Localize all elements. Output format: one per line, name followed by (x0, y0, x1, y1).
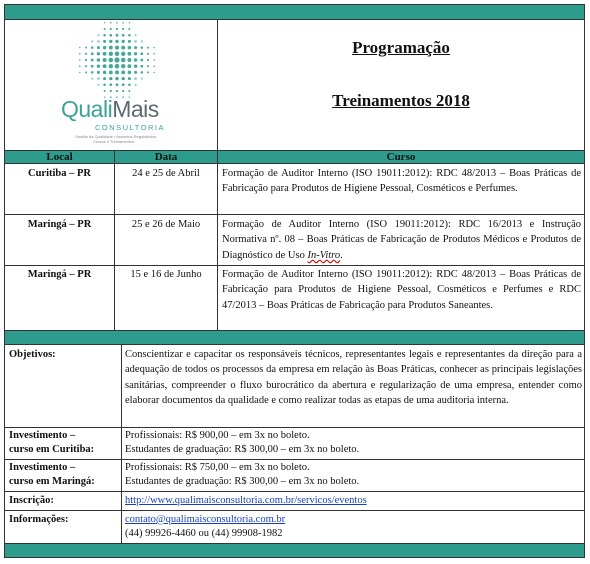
logo-subtitle: CONSULTORIA (95, 123, 165, 132)
contact-phones: (44) 99926-4460 ou (44) 99908-1982 (125, 528, 283, 539)
column-header-data: Data (154, 151, 178, 163)
investimento-curitiba-label-line-1: Investimento – (9, 430, 76, 441)
logo-brand-left: Quali (61, 96, 113, 122)
divider (5, 214, 584, 215)
divider (5, 344, 584, 345)
divider (217, 150, 218, 330)
investimento-maringa-values (125, 461, 359, 489)
table-row-2-curso (222, 217, 581, 263)
page-title: Programação (352, 38, 450, 57)
objetivos-text: Conscientizar e capacitar os responsáveis técnicos, representantes legais e representantes da direção para a adequação de todos os processos da empresa em relação às Boas Práticas, conhecer as principais legislações sanitárias, compreender o fluxo burocrático da abertura e regularização de uma empresa, entender como elaborar documentos da qualidade e como realizar todas as etapas de uma auditoria interna. (125, 349, 582, 407)
table-row-2-local: Maringá – PR (27, 219, 92, 230)
table-row-2-data: 25 e 26 de Maio (131, 219, 201, 230)
investimento-curitiba-profissionais: Profissionais: R$ 900,00 – em 3x no boleto. (125, 430, 310, 441)
divider (121, 344, 122, 543)
logo-tagline-1: Gestão da Qualidade • Assuntos Regulatórios (75, 134, 157, 139)
table-row-1-local: Curitiba – PR (28, 168, 91, 179)
bottom-band (5, 544, 584, 557)
logo-brand-right: Mais (112, 96, 159, 122)
inscricao-link[interactable]: http://www.qualimaisconsultoria.com.br/servicos/eventos (125, 495, 367, 506)
logo-dots-icon (5, 20, 217, 100)
middle-band (5, 331, 584, 344)
table-row-3-curso: Formação de Auditor Interno (ISO 19011:2012): RDC 48/2013 – Boas Práticas de Fabricação para Produtos de Higiene Pessoal, Cosméticos e Perfumes e RDC 47/2013 – Boas Práticas de Fabricação para Produtos Saneantes. (222, 269, 581, 311)
table-row-2-curso-end: . (340, 249, 343, 261)
divider (5, 510, 584, 511)
table-row-3-data: 15 e 16 de Junho (130, 269, 202, 280)
column-header-curso: Curso (386, 151, 416, 163)
divider (5, 427, 584, 428)
investimento-curitiba-values (125, 429, 359, 457)
contact-email-link[interactable]: contato@qualimaisconsultoria.com.br (125, 514, 286, 525)
informacoes-label: Informações: (9, 514, 69, 525)
investimento-maringa-label (9, 461, 95, 489)
divider (5, 265, 584, 266)
investimento-curitiba-estudantes: Estudantes de graduação: R$ 300,00 – em 3x no boleto. (125, 444, 360, 455)
investimento-maringa-estudantes: Estudantes de graduação: R$ 300,00 – em 3x no boleto. (125, 476, 360, 487)
program-sheet (4, 4, 585, 558)
page-subtitle: Treinamentos 2018 (332, 91, 470, 110)
table-row-1-data: 24 e 25 de Abril (132, 168, 200, 179)
inscricao-label: Inscrição: (9, 495, 54, 506)
divider (5, 459, 584, 460)
investimento-curitiba-label-line-2: curso em Curitiba: (9, 444, 95, 455)
table-row-3-local: Maringá – PR (27, 269, 92, 280)
logo-tagline-2: Cursos e Treinamentos (93, 139, 135, 144)
table-row-2-curso-italic: In-Vitro (307, 249, 341, 261)
investimento-curitiba-label (9, 429, 94, 457)
logo (5, 20, 217, 150)
divider (5, 491, 584, 492)
investimento-maringa-label-line-1: Investimento – (9, 462, 76, 473)
table-row-2-curso-text: Formação de Auditor Interno (ISO 19011:2012): RDC 16/2013 e Instrução Normativa nº. 08 – Boas Práticas de Fabricação de Produtos Médicos e Produtos de Diagnóstico de Uso (222, 219, 581, 261)
investimento-maringa-profissionais: Profissionais: R$ 750,00 – em 3x no boleto. (125, 462, 310, 473)
top-band (5, 5, 584, 19)
divider (5, 163, 584, 164)
logo-brand (61, 96, 159, 123)
investimento-maringa-label-line-2: curso em Maringá: (9, 476, 95, 487)
column-header-local: Local (46, 151, 73, 163)
objetivos-label: Objetivos: (9, 349, 56, 360)
table-row-1-curso: Formação de Auditor Interno (ISO 19011:2012): RDC 48/2013 – Boas Práticas de Fabricação para Produtos de Higiene Pessoal, Cosméticos e Perfumes. (222, 168, 581, 195)
